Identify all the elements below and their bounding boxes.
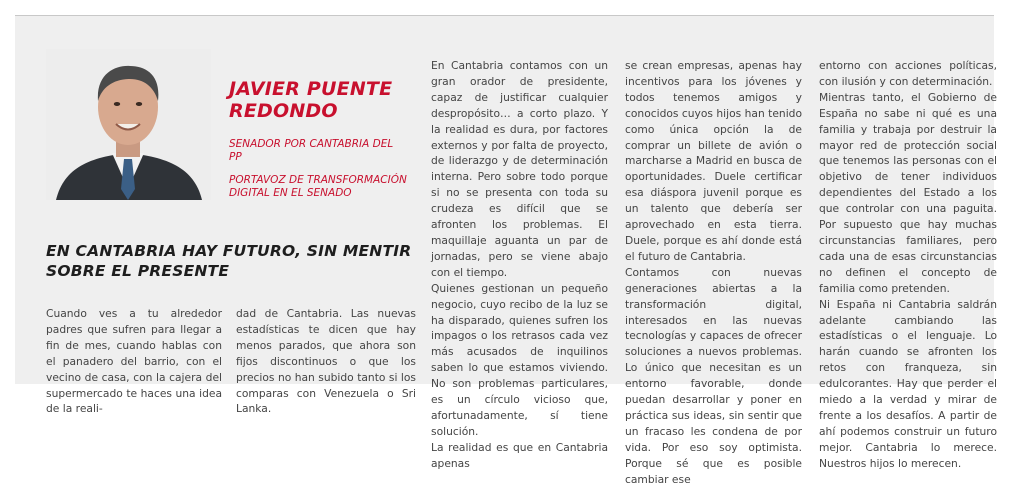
paragraph: Cuando ves a tu alrededor padres que sufren para llegar a fin de mes, cuando hablas con el panadero del barrio, con el vecino de casa, con la cajera del supermercado te haces una idea de la reali- (46, 307, 222, 416)
author-role-secondary: PORTAVOZ DE TRANSFORMACIÓN DIGITAL EN EL SENADO (229, 174, 407, 199)
paragraph: Ni España ni Cantabria saldrán adelante cambiando las estadísticas o el lenguaje. Lo harán cuando se afronten los retos con franqueza, sin edulcorantes. Hay que perder el miedo a la verdad y mirar de frente a los desafíos. A partir de ahí podemos construir un futuro mejor. Cantabria lo merece. Nuestros hijos lo merecen. (819, 297, 997, 470)
article-column-1 (46, 306, 222, 417)
article-column-5 (819, 58, 997, 472)
article-headline: EN CANTABRIA HAY FUTURO, SIN MENTIR SOBRE EL PRESENTE (46, 242, 412, 280)
author-photo (46, 49, 211, 200)
paragraph: se crean empresas, apenas hay incentivos para los jóvenes y todos tenemos amigos y conocidos cuyos hijos han tenido como única opción la de comprar un billete de avión o marcharse a Madrid en busca de oportunidades. Duele certificar esa diáspora juvenil porque es un talento que debería ser aprovechado en esta tierra. Duele, porque es ahí donde está el futuro de Cantabria. (625, 59, 802, 263)
article-column-4 (625, 58, 802, 487)
paragraph: entorno con acciones políticas, con ilusión y con determinación. (819, 59, 997, 88)
paragraph: La realidad es que en Cantabria apenas (431, 440, 608, 470)
paragraph: Contamos con nuevas generaciones abiertas a la transformación digital, interesados en las nuevas tecnologías y capaces de ofrecer soluciones a nuevos problemas. Lo único que necesitan es un entorno favorable, donde puedan desarrollar y poner en práctica sus ideas, sin sentir que un fracaso les condena de por vida. Por eso soy optimista. Porque sé que es posible cambiar ese (625, 265, 802, 486)
article-page (15, 15, 997, 486)
author-block (229, 78, 409, 200)
article-column-2 (236, 306, 416, 417)
paragraph: Mientras tanto, el Gobierno de España no sabe ni qué es una familia y trabaja por destruir la mayor red de protección social que tenemos las personas con el objetivo de tener individuos dependientes del Estado a los que controlar con una paguita. Por supuesto que hay muchas circunstancias familiares, pero cada una de esas circunstancias no definen el concepto de familia como pretenden. (819, 90, 997, 295)
paragraph: En Cantabria contamos con un gran orador de presidente, capaz de justificar cualquier despropósito… a corto plazo. Y la realidad es dura, por factores externos y por falta de proyecto, de liderazgo y de determinación interna. Pero sobre todo porque si no se presenta con toda su crudeza es difícil que se afronten los problemas. El maquillaje aguanta un par de jornadas, pero se viene abajo con el tiempo. (431, 59, 608, 279)
paragraph: Quienes gestionan un pequeño negocio, cuyo recibo de la luz se ha disparado, quienes sufren los impagos o los retrasos cada vez más acusados de inquilinos saben lo que estamos viviendo. No son problemas particulares, es un círculo vicioso que, afortunadamente, sí tiene solución. (431, 281, 608, 438)
article-column-3 (431, 58, 608, 472)
author-name: JAVIER PUENTE REDONDO (229, 78, 393, 122)
paragraph: dad de Cantabria. Las nuevas estadísticas te dicen que hay menos parados, que ahora son fijos discontinuos o que los precios no han subido tanto si los comparas con Venezuela o Sri Lanka. (236, 307, 416, 416)
author-role: SENADOR POR CANTABRIA DEL PP (229, 138, 394, 163)
